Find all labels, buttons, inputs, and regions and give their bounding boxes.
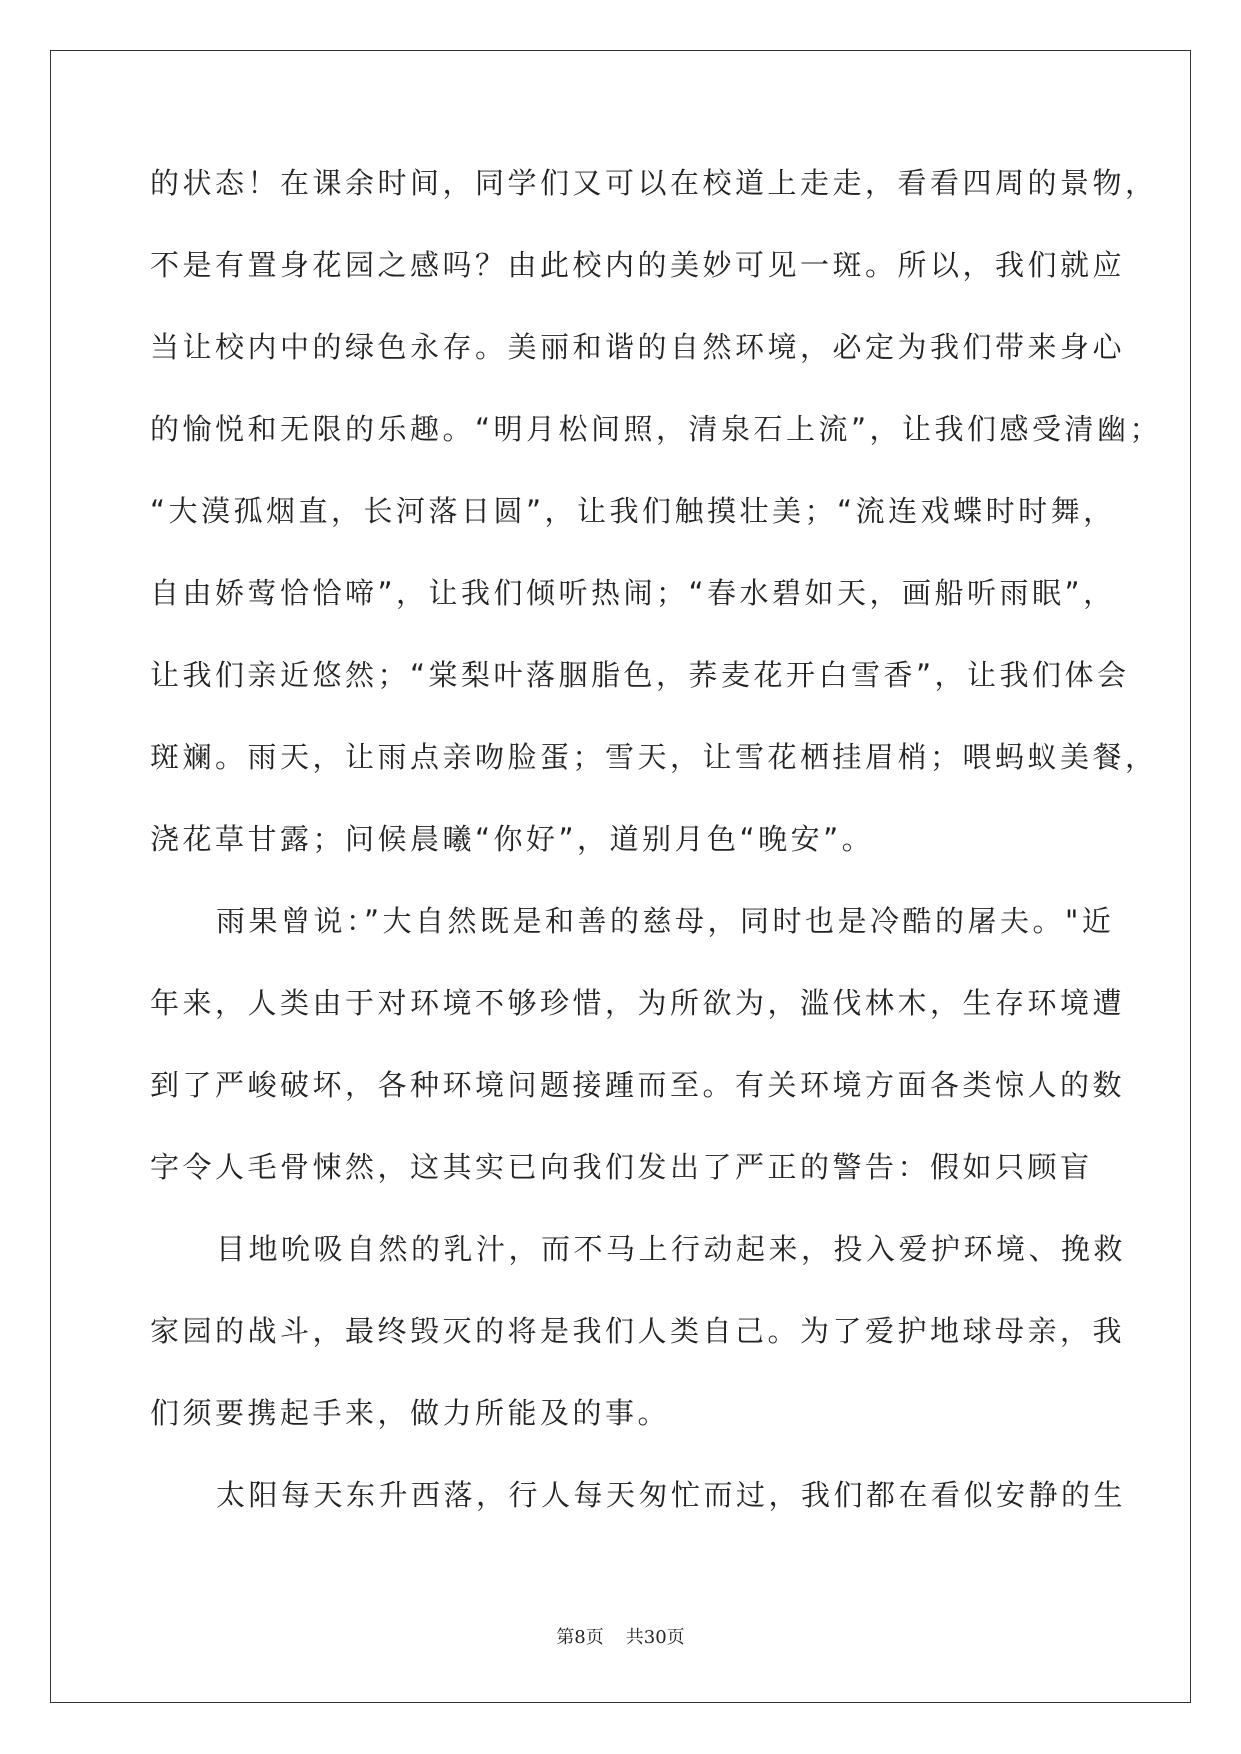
page-footer [0,1623,1241,1649]
paragraph-start-line: 太阳每天东升西落，行人每天匆忙而过，我们都在看似安静的生 [216,1478,1127,1512]
text-line: 的愉悦和无限的乐趣。“明月松间照，清泉石上流”，让我们感受清幽； [150,412,1163,446]
paragraph-start-line: 雨果曾说：”大自然既是和善的慈母，同时也是冷酷的屠夫。"近 [216,904,1115,938]
text-line: 家园的战斗，最终毁灭的将是我们人类自己。为了爱护地球母亲，我 [150,1314,1126,1348]
page-number: 第8页 [556,1627,604,1648]
text-line: 当让校内中的绿色永存。美丽和谐的自然环境，必定为我们带来身心 [150,330,1126,364]
page-total: 共30页 [625,1627,685,1648]
text-line: 的状态！在课余时间，同学们又可以在校道上走走，看看四周的景物， [150,166,1158,200]
text-line: 斑斓。雨天，让雨点亲吻脸蛋；雪天，让雪花栖挂眉梢；喂蚂蚁美餐， [150,740,1158,774]
text-line: 们须要携起手来，做力所能及的事。 [150,1396,671,1430]
text-line: 不是有置身花园之感吗？由此校内的美妙可见一斑。所以，我们就应 [150,248,1126,282]
text-line: 字令人毛骨悚然，这其实已向我们发出了严正的警告：假如只顾盲 [150,1150,1093,1184]
document-body [150,163,1163,1557]
text-line: 浇花草甘露；问候晨曦“你好”，道别月色“晚安”。 [150,822,875,856]
text-line: “大漠孤烟直，长河落日圆”，让我们触摸壮美；“流连戏蝶时时舞， [150,494,1116,528]
text-line: 年来，人类由于对环境不够珍惜，为所欲为，滥伐林木，生存环境遭 [150,986,1126,1020]
text-line: 自由娇莺恰恰啼”，让我们倾听热闹；“春水碧如天，画船听雨眠”， [150,576,1116,610]
paragraph-start-line: 目地吮吸自然的乳汁，而不马上行动起来，投入爱护环境、挽救 [216,1232,1127,1266]
text-line: 让我们亲近悠然；“棠梨叶落胭脂色，荞麦花开白雪香”，让我们体会 [150,658,1130,692]
text-line: 到了严峻破坏，各种环境问题接踵而至。有关环境方面各类惊人的数 [150,1068,1126,1102]
